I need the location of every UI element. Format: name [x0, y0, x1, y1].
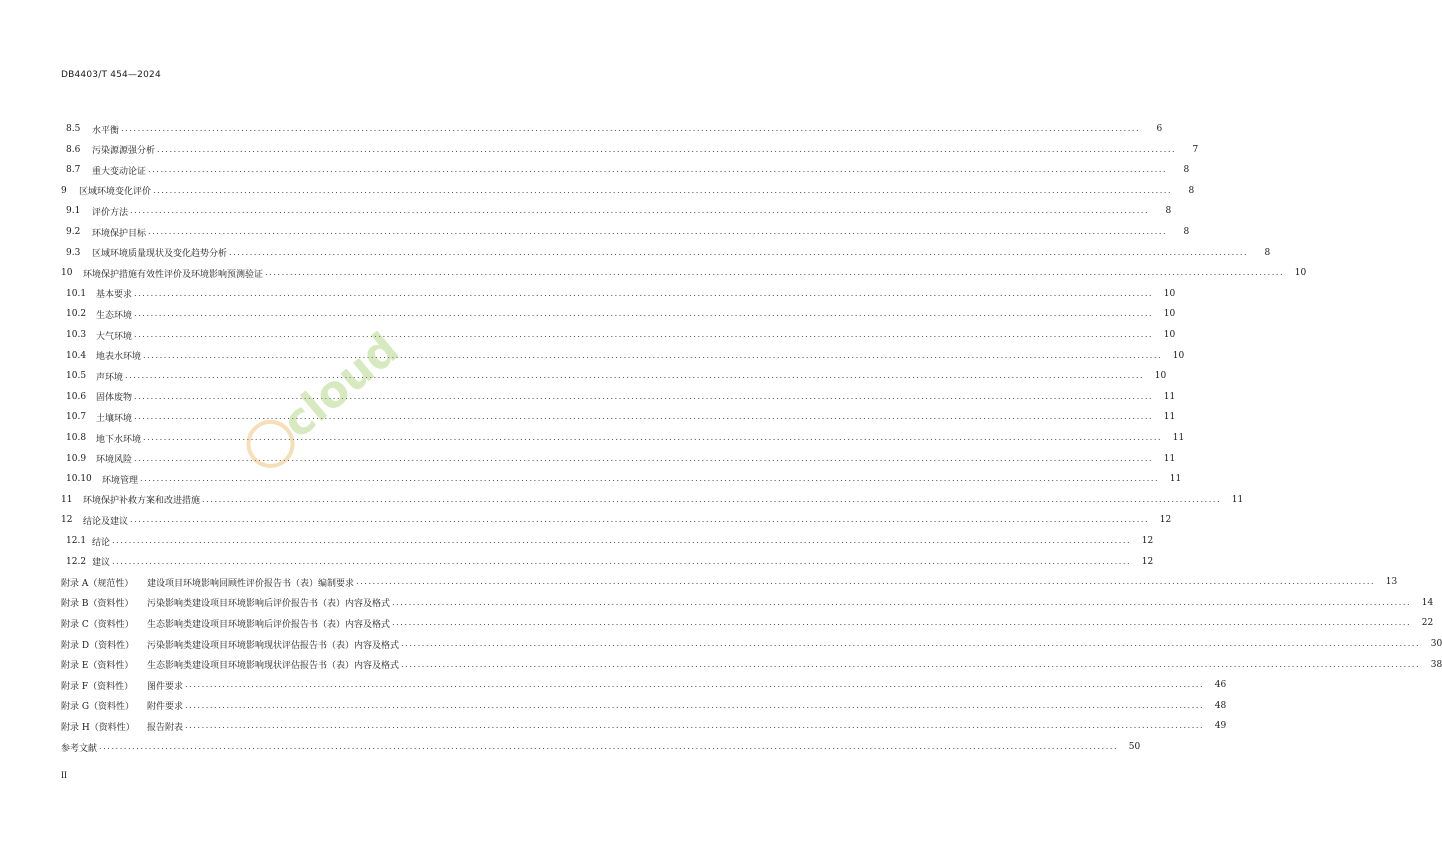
toc-leader-dots — [143, 431, 1162, 445]
toc-leader-dots — [148, 225, 1167, 239]
toc-leader-dots — [134, 287, 1153, 301]
toc-entry-page: 10 — [1172, 350, 1185, 361]
toc-entry-page: 11 — [1172, 433, 1185, 443]
toc-entry-number: 12 — [61, 515, 73, 526]
toc-entry-number: 附录 D（资料性） — [61, 640, 135, 651]
toc-leader-dots — [157, 143, 1176, 157]
toc-entry[interactable] — [66, 204, 1172, 218]
toc-entry-title: 报告附表 — [147, 722, 184, 733]
toc-entry-page: 11 — [1169, 474, 1182, 485]
toc-entry-page: 6 — [1156, 124, 1163, 134]
toc-leader-dots — [134, 390, 1153, 404]
toc-leader-dots — [401, 658, 1420, 672]
toc-entry-number: 11 — [61, 494, 73, 505]
toc-entry[interactable] — [61, 493, 1244, 507]
toc-entry-page: 10 — [1163, 330, 1176, 340]
toc-entry[interactable] — [66, 390, 1176, 404]
toc-entry[interactable] — [66, 349, 1185, 363]
toc-entry-number: 10.6 — [66, 391, 87, 402]
toc-entry[interactable] — [66, 410, 1176, 424]
toc-entry[interactable] — [61, 266, 1307, 280]
toc-entry-title: 污染源源强分析 — [92, 146, 156, 157]
toc-entry[interactable] — [61, 575, 1398, 589]
toc-entry-title: 附件要求 — [147, 702, 184, 713]
toc-entry-number: 附录 H（资料性） — [61, 722, 135, 733]
toc-entry-title: 参考文献 — [61, 743, 98, 754]
toc-entry-title: 声环境 — [96, 372, 124, 383]
toc-entry-number: 10.2 — [66, 309, 87, 320]
toc-leader-dots — [356, 575, 1375, 589]
toc-entry-number: 8.7 — [66, 165, 81, 176]
toc-entry[interactable] — [66, 143, 1199, 157]
toc-leader-dots — [143, 349, 1162, 363]
toc-entry-page: 10 — [1154, 371, 1167, 382]
toc-entry[interactable] — [66, 534, 1154, 548]
toc-entry-number: 9 — [61, 185, 67, 196]
toc-entry-page: 11 — [1163, 453, 1176, 464]
toc-entry[interactable] — [66, 122, 1163, 136]
toc-entry-number: 附录 E（资料性） — [61, 661, 134, 672]
toc-entry-number: 附录 G（资料性） — [61, 702, 135, 713]
toc-leader-dots — [265, 266, 1284, 280]
toc-entry[interactable] — [61, 719, 1227, 733]
toc-entry[interactable] — [66, 472, 1182, 486]
toc-entry-number: 10.4 — [66, 350, 87, 361]
toc-leader-dots — [392, 596, 1411, 610]
toc-entry-number: 10.1 — [66, 288, 87, 299]
toc-entry-title: 土壤环境 — [96, 413, 133, 424]
toc-leader-dots — [130, 513, 1149, 527]
toc-entry-page: 8 — [1264, 247, 1271, 258]
toc-leader-dots — [134, 328, 1153, 342]
toc-entry[interactable] — [66, 452, 1176, 466]
toc-leader-dots — [202, 493, 1221, 507]
toc-entry[interactable] — [61, 740, 1141, 754]
watermark-text: cloud — [272, 323, 409, 449]
toc-leader-dots — [185, 719, 1204, 733]
toc-entry-number: 10.7 — [66, 412, 87, 423]
toc-entry[interactable] — [61, 678, 1227, 692]
toc-entry-page: 11 — [1231, 494, 1244, 505]
page-number: II — [61, 770, 67, 780]
toc-entry-page: 12 — [1141, 556, 1154, 567]
toc-entry-page: 50 — [1128, 742, 1141, 752]
toc-entry-number: 附录 F（资料性） — [61, 681, 134, 692]
toc-entry[interactable] — [61, 616, 1434, 630]
toc-leader-dots — [99, 740, 1118, 754]
toc-entry-page: 8 — [1183, 227, 1190, 237]
toc-entry-number: 9.3 — [66, 247, 81, 258]
toc-entry-title: 评价方法 — [92, 207, 129, 218]
toc-entry-title: 固体废物 — [96, 393, 133, 404]
toc-entry-title: 基本要求 — [96, 290, 133, 301]
toc-entry-number: 附录 A（规范性） — [61, 578, 134, 589]
toc-entry-page: 12 — [1159, 515, 1172, 526]
toc-entry-title: 重大变动论证 — [92, 166, 147, 177]
toc-entry[interactable] — [66, 431, 1185, 445]
toc-entry-page: 8 — [1183, 165, 1190, 176]
toc-entry-title: 环境管理 — [102, 475, 139, 486]
document-id: DB4403/T 454—2024 — [61, 70, 161, 80]
toc-entry-number: 9.2 — [66, 227, 81, 237]
toc-entry-number: 9.1 — [66, 206, 81, 217]
toc-entry-page: 8 — [1188, 185, 1195, 196]
toc-entry-title: 环境保护措施有效性评价及环境影响预测验证 — [83, 269, 264, 280]
toc-entry-title: 图件要求 — [147, 681, 184, 692]
toc-entry-number: 12.2 — [66, 556, 87, 567]
toc-entry-number: 10.8 — [66, 433, 87, 443]
toc-entry-number: 10.3 — [66, 330, 87, 340]
toc-entry-page: 30 — [1430, 639, 1442, 649]
toc-entry[interactable] — [66, 287, 1176, 301]
toc-leader-dots — [392, 616, 1411, 630]
toc-entry-page: 10 — [1163, 309, 1176, 320]
toc-entry-title: 环境风险 — [96, 455, 133, 466]
toc-entry-title: 生态环境 — [96, 310, 133, 321]
toc-entry-page: 49 — [1214, 721, 1227, 732]
toc-entry-page: 14 — [1421, 597, 1434, 608]
toc-entry-number: 10.5 — [66, 371, 87, 382]
toc-entry-number: 12.1 — [66, 536, 87, 546]
toc-leader-dots — [134, 410, 1153, 424]
toc-entry[interactable] — [66, 307, 1176, 321]
toc-entry[interactable] — [66, 369, 1167, 383]
toc-leader-dots — [401, 637, 1420, 651]
toc-entry[interactable] — [66, 225, 1190, 239]
toc-entry-number: 8.6 — [66, 144, 81, 155]
toc-entry-title: 区域环境变化评价 — [79, 187, 152, 198]
toc-leader-dots — [134, 452, 1153, 466]
toc-entry-page: 13 — [1385, 577, 1398, 588]
toc-entry-title: 建设项目环境影响回顾性评价报告书（表）编制要求 — [147, 578, 355, 589]
toc-entry-title: 地表水环境 — [96, 352, 142, 363]
toc-leader-dots — [148, 163, 1167, 177]
toc-entry-page: 7 — [1192, 144, 1199, 155]
toc-entry-title: 大气环境 — [96, 331, 133, 342]
toc-entry-page: 11 — [1163, 391, 1176, 402]
toc-entry-title: 环境保护目标 — [92, 228, 147, 239]
toc-leader-dots — [185, 678, 1204, 692]
toc-leader-dots — [130, 204, 1149, 218]
toc-entry[interactable] — [66, 328, 1176, 342]
toc-entry-page: 10 — [1294, 268, 1307, 279]
toc-entry-number: 8.5 — [66, 124, 81, 134]
toc-entry-page: 22 — [1421, 618, 1434, 629]
toc-entry[interactable] — [66, 555, 1154, 569]
toc-entry-title: 地下水环境 — [96, 434, 142, 445]
toc-entry-number: 10 — [61, 268, 73, 279]
toc-entry-title: 结论及建议 — [83, 516, 129, 527]
toc-entry-number: 附录 C（资料性） — [61, 619, 134, 630]
toc-entry[interactable] — [61, 184, 1195, 198]
toc-entry-number: 10.9 — [66, 453, 87, 464]
toc-entry-page: 8 — [1165, 206, 1172, 217]
toc-entry[interactable] — [61, 637, 1442, 651]
toc-leader-dots — [125, 369, 1144, 383]
toc-entry-page: 48 — [1214, 700, 1227, 711]
toc-entry[interactable] — [61, 658, 1442, 672]
toc-leader-dots — [112, 534, 1131, 548]
toc-entry-page: 46 — [1214, 680, 1227, 691]
toc-entry-title: 生态影响类建设项目环境影响现状评估报告书（表）内容及格式 — [147, 661, 400, 672]
toc-entry[interactable] — [66, 246, 1271, 260]
toc-entry[interactable] — [61, 596, 1434, 610]
toc-entry[interactable] — [61, 513, 1172, 527]
toc-leader-dots — [121, 122, 1140, 136]
toc-leader-dots — [185, 699, 1204, 713]
toc-entry[interactable] — [61, 699, 1227, 713]
toc-entry-page: 38 — [1430, 659, 1442, 670]
toc-entry-number: 附录 B（资料性） — [61, 599, 134, 610]
toc-leader-dots — [134, 307, 1153, 321]
toc-entry-title: 污染影响类建设项目环境影响现状评估报告书（表）内容及格式 — [147, 640, 400, 651]
toc-leader-dots — [112, 555, 1131, 569]
toc-leader-dots — [229, 246, 1248, 260]
toc-entry-title: 生态影响类建设项目环境影响后评价报告书（表）内容及格式 — [147, 619, 391, 630]
toc-entry-page: 12 — [1141, 536, 1154, 546]
toc-leader-dots — [153, 184, 1172, 198]
toc-entry-page: 10 — [1163, 288, 1176, 299]
toc-entry-title: 水平衡 — [92, 125, 120, 136]
toc-leader-dots — [140, 472, 1159, 486]
toc-entry-title: 区域环境质量现状及变化趋势分析 — [92, 249, 228, 260]
toc-entry-title: 污染影响类建设项目环境影响后评价报告书（表）内容及格式 — [147, 599, 391, 610]
toc-entry-title: 环境保护补救方案和改进措施 — [83, 496, 201, 507]
toc-entry-page: 11 — [1163, 412, 1176, 423]
toc-entry-title: 结论 — [92, 537, 111, 548]
toc-entry[interactable] — [66, 163, 1190, 177]
toc-entry-number: 10.10 — [66, 474, 92, 485]
toc-entry-title: 建议 — [92, 558, 111, 569]
